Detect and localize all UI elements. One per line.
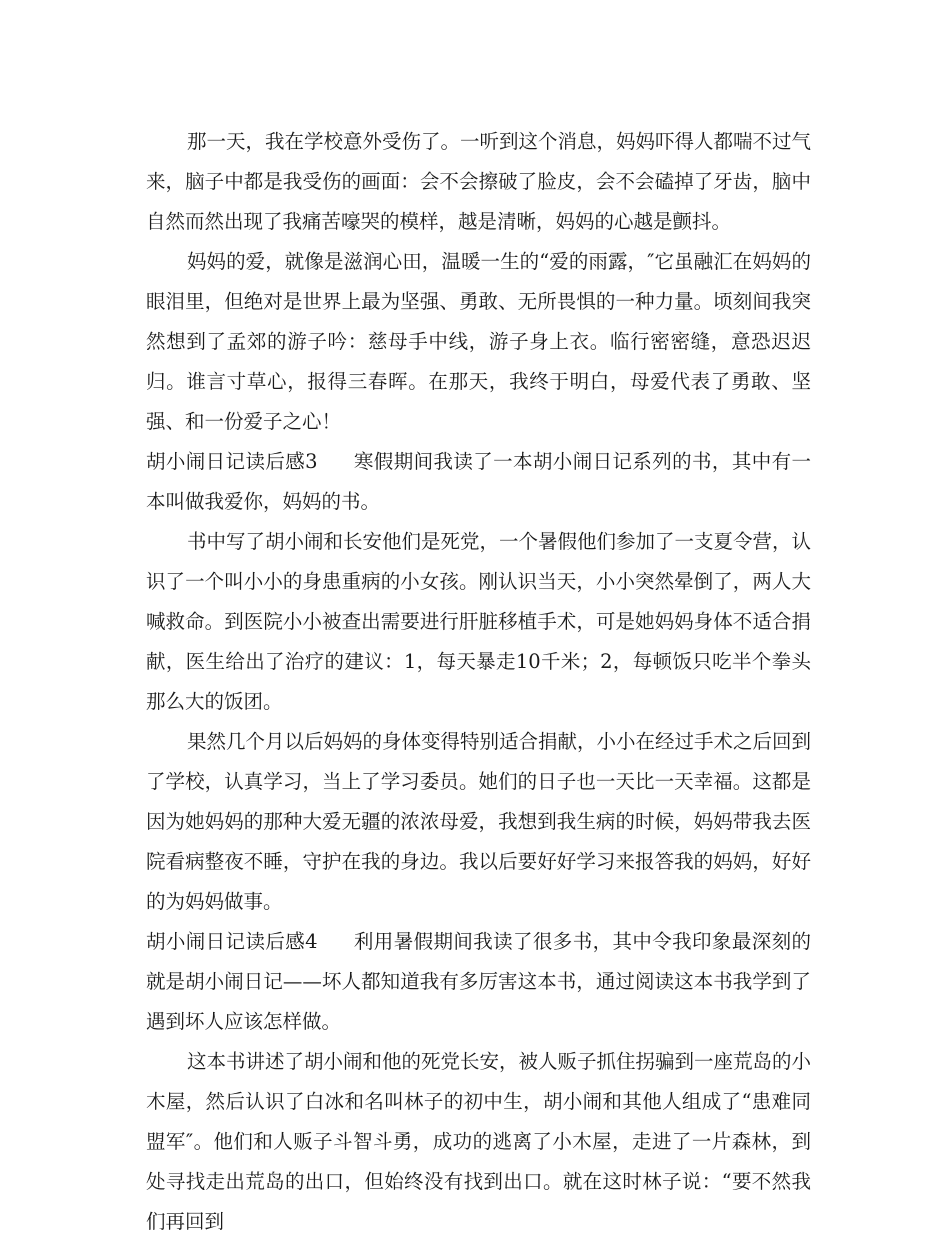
paragraph-island-story: 这本书讲述了胡小闹和他的死党长安，被人贩子抓住拐骗到一座荒岛的小木屋，然后认识了白冰和名叫林子的初中生，胡小闹和其他人组成了“患难同盟军″。他们和人贩子斗智斗勇，成功的逃离了小木屋，走进了一片森林，到处寻找走出荒岛的出口，但始终没有找到出口。就在这时林子说：“要不然我们再回到 xyxy=(146,1050,811,1233)
paragraph-mother-worry: 那一天，我在学校意外受伤了。一听到这个消息，妈妈吓得人都喘不过气来，脑子中都是我受伤的画面：会不会擦破了脸皮，会不会磕掉了牙齿，脑中自然而然出现了我痛苦嚎哭的模样，越是清晰，妈妈的心越是颤抖。 xyxy=(146,130,811,233)
paragraph-summer-camp: 书中写了胡小闹和长安他们是死党，一个暑假他们参加了一支夏令营，认识了一个叫小小的身患重病的小女孩。刚认识当天，小小突然晕倒了，两人大喊救命。到医院小小被查出需要进行肝脏移植手术，可是她妈妈身体不适合捐献，医生给出了治疗的建议：1，每天暴走10千米；2，每顿饭只吃半个拳头那么大的饭团。 xyxy=(146,530,811,713)
document-body xyxy=(146,122,811,1242)
section-title-4: 胡小闹日记读后感4 xyxy=(146,930,318,953)
section-4-intro xyxy=(146,922,811,1042)
section-3-intro xyxy=(146,442,811,522)
section-3-text: 寒假期间我读了一本胡小闹日记系列的书，其中有一本叫做我爱你，妈妈的书。 xyxy=(146,450,811,513)
paragraph-mother-love: 妈妈的爱，就像是滋润心田，温暖一生的“爱的雨露，″它虽融汇在妈妈的眼泪里，但绝对是世界上最为坚强、勇敢、无所畏惧的一种力量。顷刻间我突然想到了孟郊的游子吟：慈母手中线，游子身上衣。临行密密缝，意恐迟迟归。谁言寸草心，报得三春晖。在那天，我终于明白，母爱代表了勇敢、坚强、和一份爱子之心！ xyxy=(146,250,811,433)
paragraph-recovery: 果然几个月以后妈妈的身体变得特别适合捐献，小小在经过手术之后回到了学校，认真学习，当上了学习委员。她们的日子也一天比一天幸福。这都是因为她妈妈的那种大爱无疆的浓浓母爱，我想到我生病的时候，妈妈带我去医院看病整夜不睡，守护在我的身边。我以后要好好学习来报答我的妈妈，好好的为妈妈做事。 xyxy=(146,730,811,913)
section-4-text: 利用暑假期间我读了很多书，其中令我印象最深刻的就是胡小闹日记——坏人都知道我有多厉害这本书，通过阅读这本书我学到了遇到坏人应该怎样做。 xyxy=(146,930,811,1033)
section-title-3: 胡小闹日记读后感3 xyxy=(146,450,318,473)
